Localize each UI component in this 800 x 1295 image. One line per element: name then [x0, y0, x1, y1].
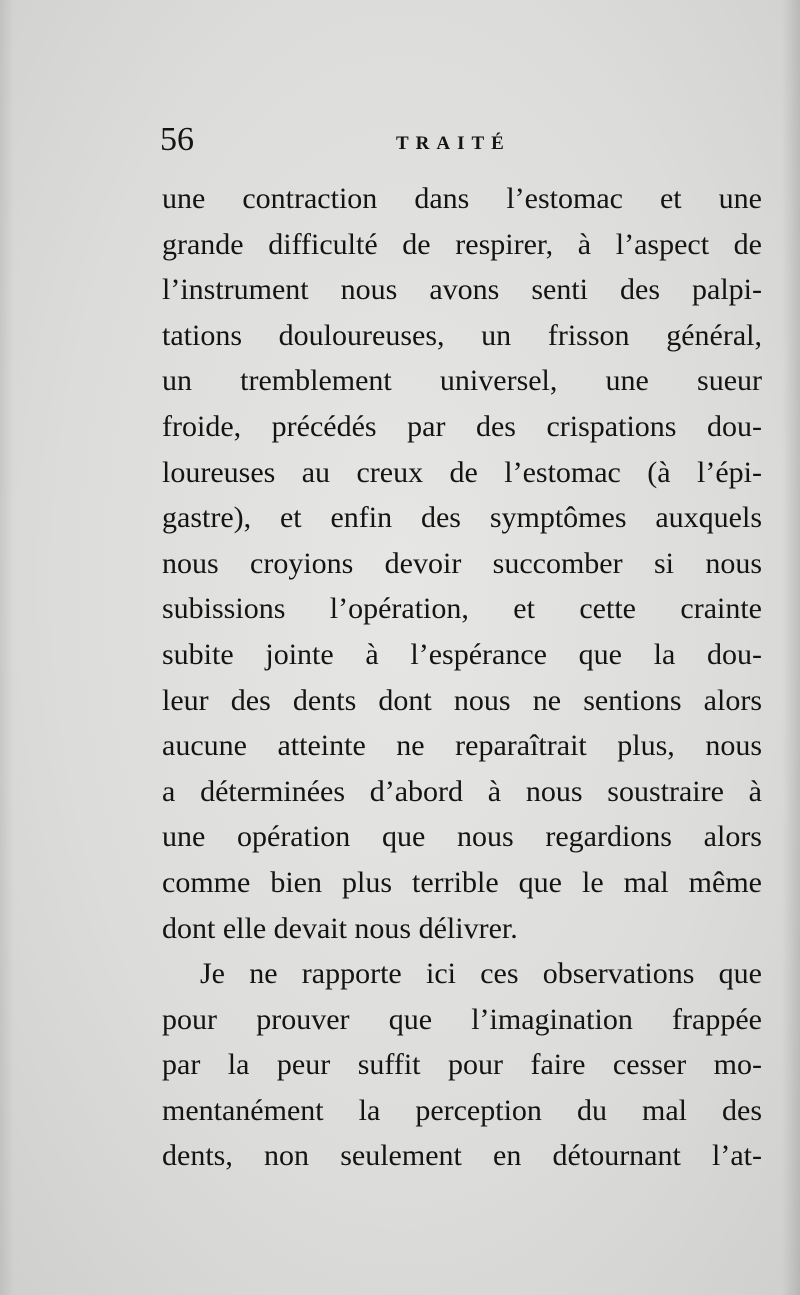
text-line: une opération que nous regardions alors	[162, 820, 762, 854]
text-line: l’instrument nous avons senti des palpi-	[162, 273, 762, 307]
text-line: comme bien plus terrible que le mal même	[162, 865, 762, 899]
text-line: un tremblement universel, une sueur	[162, 364, 762, 398]
text-line: gastre), et enfin des symptômes auxquels	[162, 501, 762, 535]
running-head: TRAITÉ	[396, 133, 511, 154]
text-line: pour prouver que l’imagination frappée	[162, 1002, 762, 1036]
page-shadow-right	[782, 0, 800, 1295]
text-line: grande difficulté de respirer, à l’aspect de	[162, 227, 762, 261]
text-line: mentanément la perception du mal des	[162, 1093, 762, 1127]
text-line: par la peur suffit pour faire cesser mo-	[162, 1048, 762, 1082]
body-text	[162, 176, 762, 1179]
page-number: 56	[160, 121, 194, 158]
text-line: nous croyions devoir succomber si nous	[162, 546, 762, 580]
text-line: loureuses au creux de l’estomac (à l’épi-	[162, 455, 762, 489]
text-line: aucune atteinte ne reparaîtrait plus, nous	[162, 729, 762, 763]
page-header	[160, 120, 760, 164]
text-line: une contraction dans l’estomac et une	[162, 182, 762, 215]
text-line: a déterminées d’abord à nous soustraire à	[162, 774, 762, 808]
text-line: tations douloureuses, un frisson général,	[162, 318, 762, 352]
text-line: subite jointe à l’espérance que la dou-	[162, 637, 762, 671]
text-line: subissions l’opération, et cette crainte	[162, 592, 762, 626]
text-line: leur des dents dont nous ne sentions alors	[162, 683, 762, 717]
text-line: dents, non seulement en détournant l’at-	[162, 1139, 762, 1173]
page-shadow-left	[0, 0, 14, 1295]
paragraph-start-line: Je ne rapporte ici ces observations que	[200, 957, 762, 991]
text-line: froide, précédés par des crispations dou-	[162, 409, 762, 443]
paragraph-end-line: dont elle devait nous délivrer.	[162, 911, 518, 945]
